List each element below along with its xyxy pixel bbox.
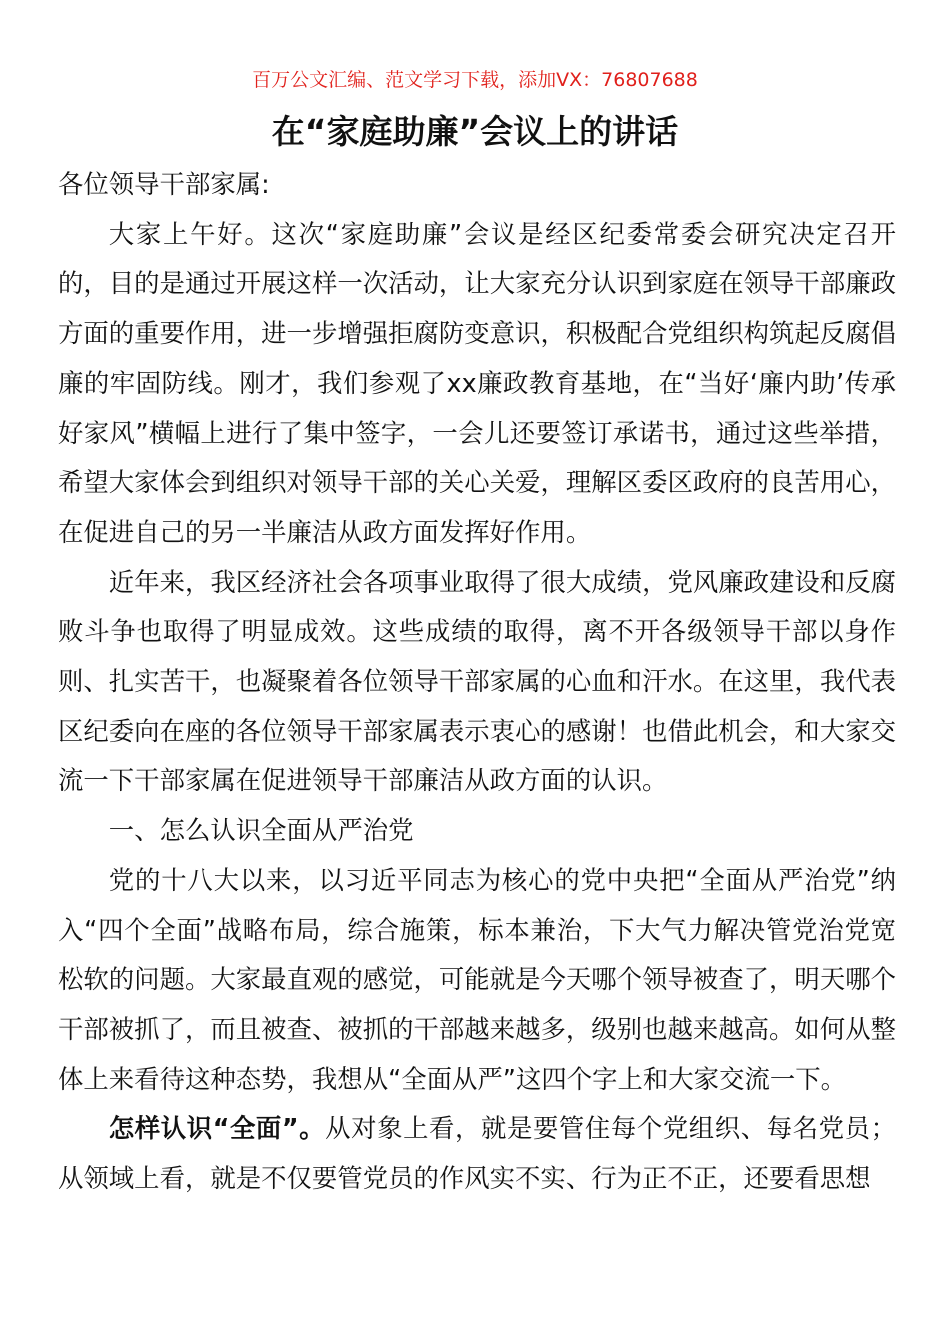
paragraph-achievements: 近年来，我区经济社会各项事业取得了很大成绩，党风廉政建设和反腐败斗争也取得了明显成效。这些成绩的取得，离不开各级领导干部以身作则、扎实苦干，也凝聚着各位领导干部家属的心血和汗水。在这里，我代表区纪委向在座的各位领导干部家属表示衷心的感谢！也借此机会，和大家交流一下干部家属在促进领导干部廉洁从政方面的认识。 (58, 566, 896, 796)
header-note: 百万公文汇编、范文学习下载，添加VX：76807688 (252, 69, 698, 91)
paragraph-bold-lead: 怎样认识“全面”。 (108, 1113, 326, 1144)
paragraph-section-intro: 党的十八大以来，以习近平同志为核心的党中央把“全面从严治党”纳入“四个全面”战略布局，综合施策，标本兼治，下大气力解决管党治党宽松软的问题。大家最直观的感觉，可能就是今天哪个领导被查了，明天哪个干部被抓了，而且被查、被抓的干部越来越多，级别也越来越高。如何从整体上来看待这种态势，我想从“全面从严”这四个字上和大家交流一下。 (58, 864, 896, 1094)
document-body (58, 160, 896, 1204)
salutation: 各位领导干部家属: (58, 169, 270, 199)
page-title: 在“家庭助廉”会议上的讲话 (271, 112, 679, 151)
section-heading: 一、怎么认识全面从严治党 (108, 815, 414, 846)
paragraph-greeting: 大家上午好。这次“家庭助廉”会议是经区纪委常委会研究决定召开的，目的是通过开展这样一次活动，让大家充分认识到家庭在领导干部廉政方面的重要作用，进一步增强拒腐防变意识，积极配合党组织构筑起反腐倡廉的牢固防线。刚才，我们参观了xx廉政教育基地，在“当好‘廉内助’传承好家风”横幅上进行了集中签字，一会儿还要签订承诺书，通过这些举措，希望大家体会到组织对领导干部的关心关爱，理解区委区政府的良苦用心，在促进自己的另一半廉洁从政方面发挥好作用。 (58, 218, 896, 547)
paragraph-text: 从对象上看，就是要管住每个党组织、每名党员；从领域上看，就是不仅要管党员的作风实不实、行为正不正，还要看思想 (58, 1113, 897, 1194)
paragraph-comprehensive (58, 1104, 896, 1203)
